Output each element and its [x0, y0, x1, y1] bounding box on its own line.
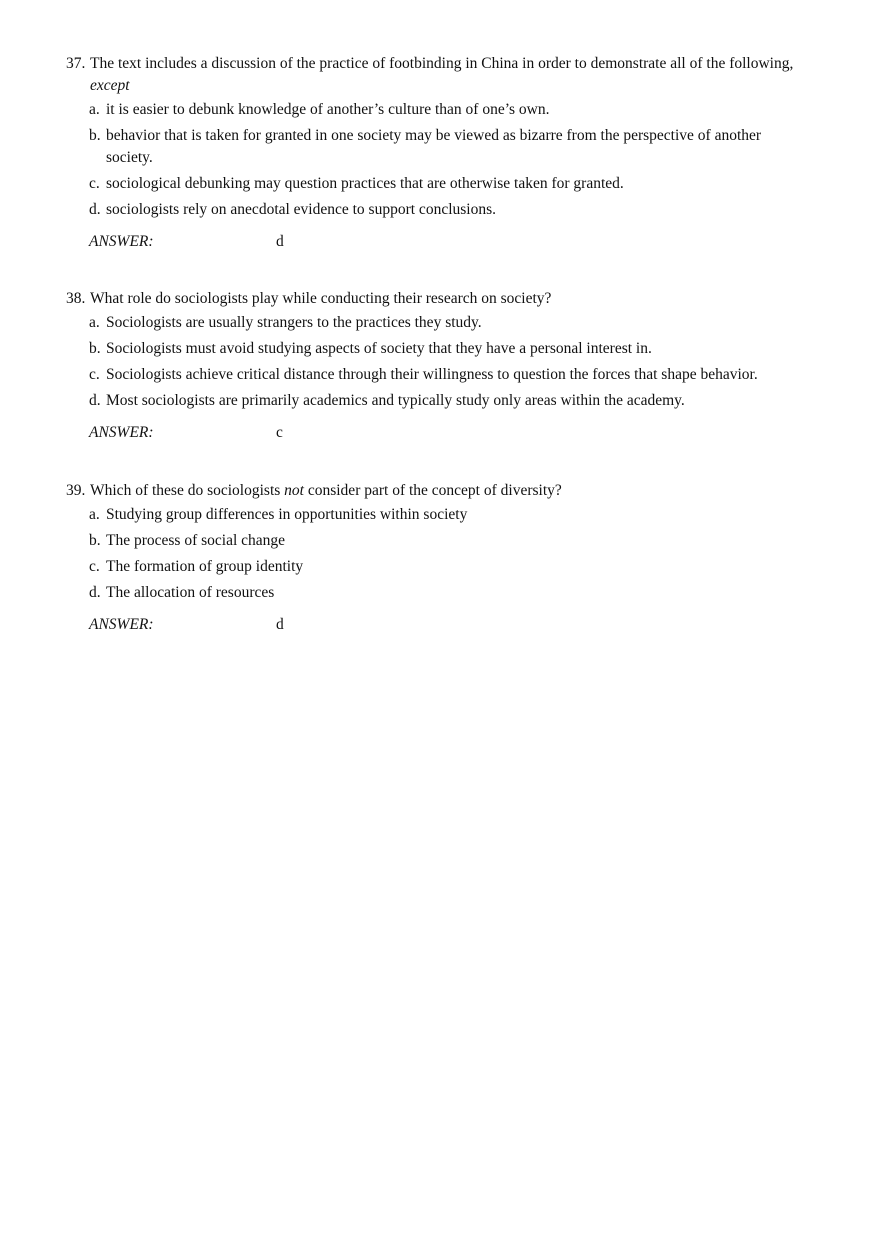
option-a — [89, 504, 806, 526]
option-letter: c. — [89, 175, 100, 192]
question-stem — [66, 53, 806, 97]
option-d — [89, 582, 806, 604]
option-letter: d. — [89, 584, 101, 601]
question-37 — [66, 53, 806, 253]
option-c — [89, 556, 806, 578]
option-d — [89, 390, 806, 412]
option-b — [89, 125, 806, 169]
question-text-continued: consider part of the concept of diversity? — [307, 482, 562, 499]
question-text: The text includes a discussion of the practice of footbinding in China in order to demonstrate all of the following, — [90, 55, 794, 72]
option-text: sociologists rely on anecdotal evidence to support conclusions. — [106, 201, 496, 218]
answer-row — [89, 231, 806, 253]
option-text: Most sociologists are primarily academics and typically study only areas within the academy. — [106, 392, 685, 409]
question-39 — [66, 480, 806, 636]
question-emphasis: except — [90, 77, 130, 94]
option-list — [89, 99, 806, 221]
option-b — [89, 338, 806, 360]
option-letter: d. — [89, 392, 101, 409]
option-letter: b. — [89, 532, 101, 549]
option-letter: c. — [89, 558, 100, 575]
option-text: sociological debunking may question practices that are otherwise taken for granted. — [106, 175, 624, 192]
option-letter: b. — [89, 340, 101, 357]
option-a — [89, 99, 806, 121]
answer-value: c — [276, 424, 283, 441]
option-d — [89, 199, 806, 221]
question-stem — [66, 480, 806, 502]
option-list — [89, 312, 806, 412]
option-letter: a. — [89, 314, 100, 331]
answer-value: d — [276, 233, 284, 250]
option-text: Sociologists must avoid studying aspects of society that they have a personal interest in. — [106, 340, 652, 357]
option-text: The process of social change — [106, 532, 286, 549]
option-text: behavior that is taken for granted in one society may be viewed as bizarre from the perspective of another society. — [106, 127, 762, 166]
option-letter: b. — [89, 127, 101, 144]
option-text: The allocation of resources — [106, 584, 275, 601]
question-38 — [66, 288, 806, 444]
question-number: 37. — [66, 55, 86, 72]
option-text: Sociologists are usually strangers to the practices they study. — [106, 314, 482, 331]
question-stem — [66, 288, 806, 310]
option-text: it is easier to debunk knowledge of another’s culture than of one’s own. — [106, 101, 550, 118]
question-number: 38. — [66, 290, 86, 307]
option-c — [89, 364, 806, 386]
option-list — [89, 504, 806, 604]
answer-row — [89, 422, 806, 444]
option-letter: a. — [89, 101, 100, 118]
question-number: 39. — [66, 482, 86, 499]
answer-label: ANSWER: — [89, 616, 154, 633]
option-a — [89, 312, 806, 334]
option-b — [89, 530, 806, 552]
option-text: Studying group differences in opportunities within society — [106, 506, 468, 523]
answer-label: ANSWER: — [89, 424, 154, 441]
answer-value: d — [276, 616, 284, 633]
option-letter: d. — [89, 201, 101, 218]
answer-row — [89, 614, 806, 636]
option-letter: c. — [89, 366, 100, 383]
option-text: Sociologists achieve critical distance through their willingness to question the forces that shape behavior. — [106, 366, 758, 383]
question-emphasis: not — [284, 482, 304, 499]
question-text: Which of these do sociologists — [90, 482, 281, 499]
option-c — [89, 173, 806, 195]
question-text: What role do sociologists play while conducting their research on society? — [90, 290, 552, 307]
option-text: The formation of group identity — [106, 558, 304, 575]
option-letter: a. — [89, 506, 100, 523]
answer-label: ANSWER: — [89, 233, 154, 250]
